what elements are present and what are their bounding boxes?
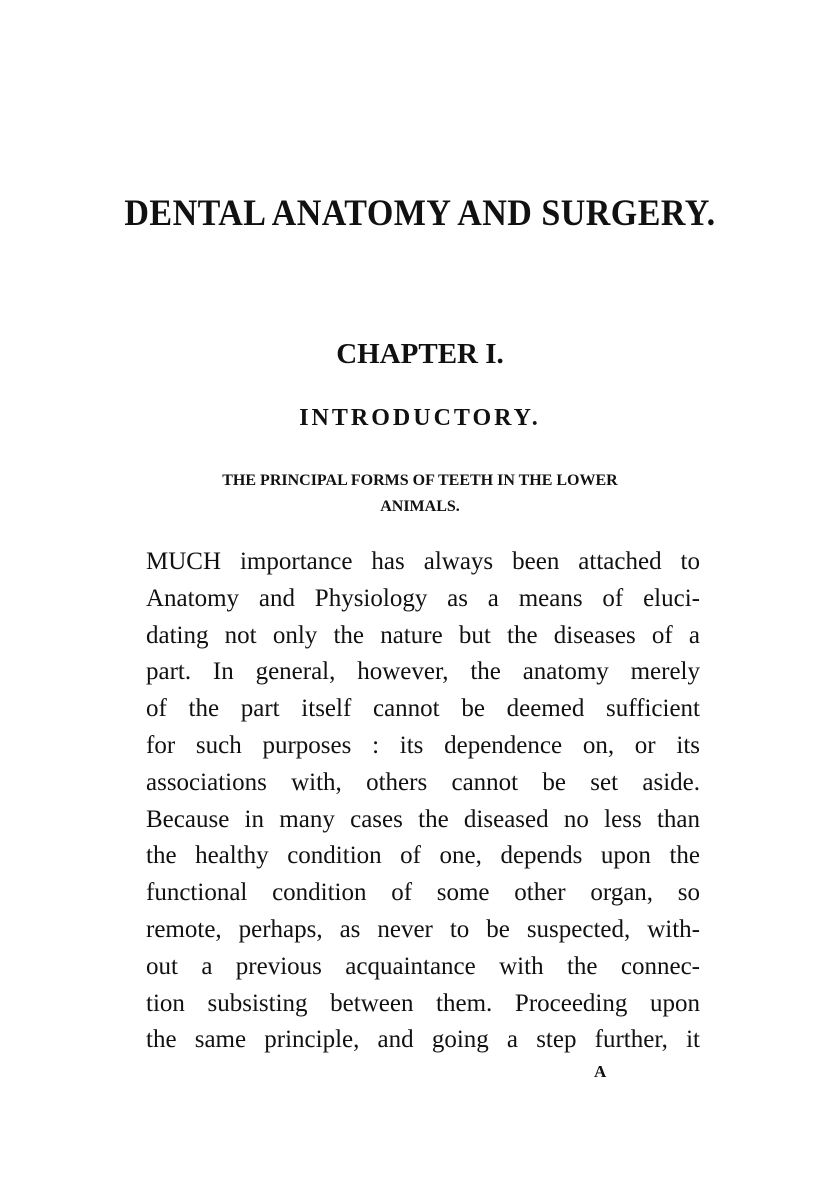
body-line: tion subsisting between them. Proceeding upon [146, 989, 700, 1017]
body-line: Because in many cases the diseased no less than [146, 805, 700, 833]
body-paragraph [146, 544, 700, 1059]
signature-mark: A [594, 1062, 607, 1081]
body-line: remote, perhaps, as never to be suspected, with- [146, 915, 700, 943]
body-line: associations with, others cannot be set aside. [146, 768, 700, 796]
body-line: for such purposes : its dependence on, or its [146, 731, 700, 759]
body-line: the healthy condition of one, depends upon the [146, 842, 700, 870]
body-line: MUCH importance has always been attached to [146, 548, 700, 575]
body-line: of the part itself cannot be deemed sufficient [146, 695, 700, 723]
subsection-heading-line-1: THE PRINCIPAL FORMS OF TEETH IN THE LOWER [222, 472, 618, 489]
book-title: DENTAL ANATOMY AND SURGERY. [124, 193, 716, 234]
body-line: dating not only the nature but the diseases of a [146, 621, 700, 649]
body-line: the same principle, and going a step further, it [146, 1026, 700, 1054]
body-line: part. In general, however, the anatomy merely [146, 658, 700, 686]
body-line: functional condition of some other organ, so [146, 879, 700, 907]
body-line: Anatomy and Physiology as a means of eluci- [146, 584, 700, 612]
body-line: out a previous acquaintance with the connec- [146, 952, 700, 980]
chapter-heading: CHAPTER I. [336, 338, 504, 370]
subsection-heading-line-2: ANIMALS. [380, 498, 460, 515]
section-heading: INTRODUCTORY. [299, 405, 541, 431]
subsection-heading [150, 468, 690, 520]
